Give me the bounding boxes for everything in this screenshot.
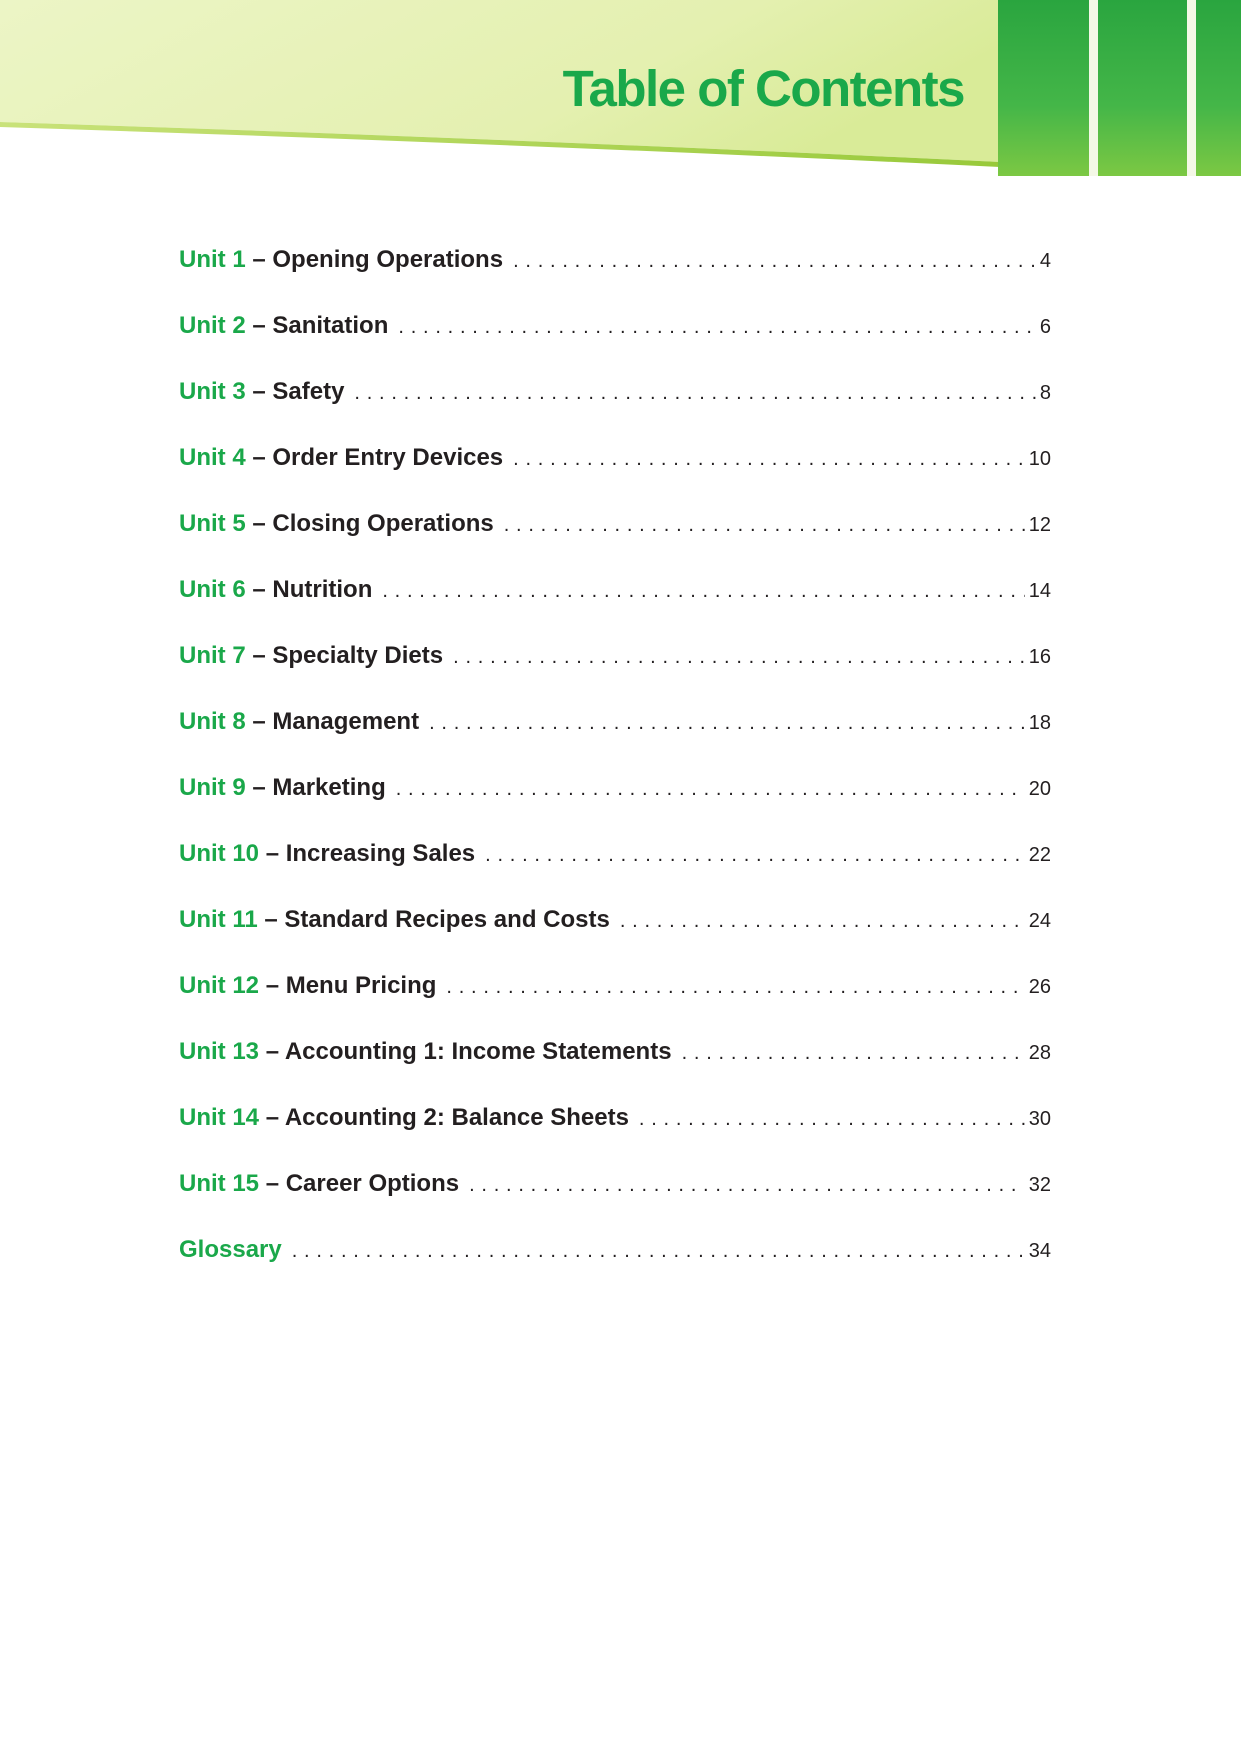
- toc-unit-title: Accounting 1: Income Statements: [284, 1038, 672, 1065]
- toc-unit-title: Management: [272, 708, 420, 735]
- toc-separator: –: [265, 1038, 280, 1065]
- toc-entry[interactable]: [179, 1040, 1051, 1106]
- dot-leader: [513, 449, 1025, 469]
- toc-page-number: 12: [1028, 514, 1051, 536]
- toc-unit-number: Glossary: [179, 1236, 282, 1263]
- toc-entry-label: [179, 248, 503, 272]
- dot-leader: [513, 251, 1036, 271]
- toc-entry-label: [179, 1106, 629, 1130]
- toc-unit-title: Sanitation: [272, 312, 389, 339]
- dot-leader: [620, 911, 1025, 931]
- toc-separator: –: [252, 708, 266, 735]
- dot-leader: [396, 779, 1025, 799]
- toc-unit-number: Unit 13: [179, 1038, 260, 1065]
- toc-entry[interactable]: [179, 248, 1051, 314]
- toc-separator: –: [265, 1104, 280, 1131]
- toc-unit-title: Marketing: [272, 774, 386, 801]
- toc-entry-label: [179, 776, 386, 800]
- toc-entry[interactable]: [179, 1238, 1051, 1304]
- toc-unit-title: Standard Recipes and Costs: [284, 906, 610, 933]
- dot-leader: [469, 1175, 1025, 1195]
- toc-entry-label: [179, 578, 372, 602]
- toc-unit-title: Nutrition: [272, 576, 373, 603]
- toc-separator: –: [252, 642, 266, 669]
- toc-entry-label: [179, 314, 388, 338]
- dot-leader: [354, 383, 1035, 403]
- toc-unit-title: Opening Operations: [272, 246, 504, 273]
- toc-unit-number: Unit 12: [179, 972, 260, 999]
- toc-entry-label: [179, 908, 610, 932]
- toc-page-number: 32: [1028, 1174, 1051, 1196]
- toc-separator: –: [252, 246, 266, 273]
- toc-separator: –: [264, 906, 278, 933]
- toc-separator: –: [252, 312, 266, 339]
- toc-entry[interactable]: [179, 908, 1051, 974]
- toc-separator: –: [265, 840, 280, 867]
- dot-leader: [398, 317, 1035, 337]
- dot-leader: [639, 1109, 1025, 1129]
- toc-entry-label: [179, 710, 419, 734]
- toc-entry[interactable]: [179, 644, 1051, 710]
- toc-separator: –: [265, 972, 280, 999]
- toc-entry[interactable]: [179, 776, 1051, 842]
- toc-unit-number: Unit 3: [179, 378, 246, 405]
- toc-entry-label: [179, 842, 475, 866]
- toc-unit-number: Unit 4: [179, 444, 246, 471]
- toc-unit-title: Career Options: [285, 1170, 460, 1197]
- toc-entry[interactable]: [179, 512, 1051, 578]
- toc-entry-label: [179, 512, 494, 536]
- toc-page-number: 20: [1028, 778, 1051, 800]
- toc-entry-label: [179, 1040, 672, 1064]
- toc-page-number: 14: [1028, 580, 1051, 602]
- toc-page-number: 26: [1028, 976, 1051, 998]
- toc-entry[interactable]: [179, 446, 1051, 512]
- table-of-contents: [179, 248, 1051, 1304]
- toc-unit-title: Accounting 2: Balance Sheets: [284, 1104, 629, 1131]
- toc-entry[interactable]: [179, 380, 1051, 446]
- toc-entry-label: [179, 974, 436, 998]
- dot-leader: [429, 713, 1025, 733]
- toc-entry[interactable]: [179, 314, 1051, 380]
- toc-entry-label: [179, 380, 344, 404]
- toc-page-number: 16: [1028, 646, 1051, 668]
- toc-entry[interactable]: [179, 578, 1051, 644]
- dot-leader: [292, 1241, 1025, 1261]
- toc-entry-label: [179, 644, 443, 668]
- toc-separator: –: [265, 1170, 280, 1197]
- dot-leader: [453, 647, 1025, 667]
- toc-entry[interactable]: [179, 1172, 1051, 1238]
- toc-unit-number: Unit 5: [179, 510, 246, 537]
- dot-leader: [504, 515, 1025, 535]
- toc-separator: –: [252, 576, 266, 603]
- dot-leader: [485, 845, 1025, 865]
- toc-separator: –: [252, 510, 266, 537]
- toc-entry[interactable]: [179, 1106, 1051, 1172]
- toc-unit-title: Closing Operations: [272, 510, 494, 537]
- toc-unit-title: Specialty Diets: [272, 642, 444, 669]
- toc-entry-label: [179, 446, 503, 470]
- toc-entry-label: [179, 1238, 282, 1262]
- dot-leader: [446, 977, 1024, 997]
- toc-page-number: 4: [1039, 250, 1051, 272]
- toc-page-number: 30: [1028, 1108, 1051, 1130]
- toc-unit-number: Unit 11: [179, 906, 258, 933]
- dot-leader: [682, 1043, 1025, 1063]
- toc-unit-number: Unit 7: [179, 642, 246, 669]
- dot-leader: [382, 581, 1024, 601]
- toc-page-number: 8: [1039, 382, 1051, 404]
- toc-separator: –: [252, 444, 266, 471]
- toc-page-number: 28: [1028, 1042, 1051, 1064]
- toc-page-number: 24: [1028, 910, 1051, 932]
- toc-unit-title: Order Entry Devices: [272, 444, 504, 471]
- page-title: Table of Contents: [562, 60, 964, 117]
- toc-page-number: 34: [1028, 1240, 1051, 1262]
- toc-unit-title: Safety: [272, 378, 345, 405]
- toc-unit-number: Unit 14: [179, 1104, 260, 1131]
- toc-entry[interactable]: [179, 842, 1051, 908]
- toc-page-number: 18: [1028, 712, 1051, 734]
- toc-unit-number: Unit 2: [179, 312, 246, 339]
- toc-unit-number: Unit 15: [179, 1170, 260, 1197]
- toc-unit-title: Menu Pricing: [285, 972, 437, 999]
- toc-unit-title: Increasing Sales: [285, 840, 476, 867]
- toc-unit-number: Unit 6: [179, 576, 246, 603]
- toc-page-number: 6: [1039, 316, 1051, 338]
- toc-unit-number: Unit 10: [179, 840, 260, 867]
- toc-page-number: 10: [1028, 448, 1051, 470]
- toc-page-number: 22: [1028, 844, 1051, 866]
- toc-unit-number: Unit 1: [179, 246, 246, 273]
- toc-entry[interactable]: [179, 974, 1051, 1040]
- toc-entry-label: [179, 1172, 459, 1196]
- toc-separator: –: [252, 378, 266, 405]
- toc-separator: –: [252, 774, 266, 801]
- toc-unit-number: Unit 9: [179, 774, 246, 801]
- toc-unit-number: Unit 8: [179, 708, 246, 735]
- toc-entry[interactable]: [179, 710, 1051, 776]
